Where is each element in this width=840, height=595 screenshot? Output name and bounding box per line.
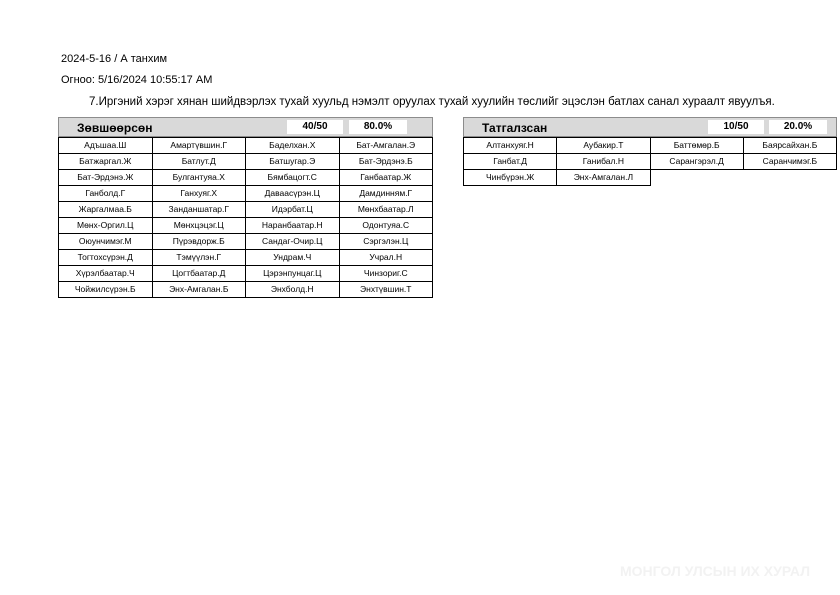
member-name-cell: Мөнх-Оргил.Ц [59, 218, 153, 234]
member-name-cell: Пүрэвдорж.Б [153, 234, 247, 250]
member-name-cell: Алтанхуяг.Н [464, 138, 557, 154]
member-name-cell: Энх-Амгалан.Б [153, 282, 247, 298]
member-name-cell: Мөнхбаатар.Л [340, 202, 434, 218]
member-name-cell: Тэмүүлэн.Г [153, 250, 247, 266]
member-name-cell: Мөнхцэцэг.Ц [153, 218, 247, 234]
member-name-cell: Ганбаатар.Ж [340, 170, 434, 186]
approve-percent: 80.0% [349, 120, 407, 134]
member-name-cell: Бат-Амгалан.Э [340, 138, 434, 154]
vote-timestamp: Огноо: 5/16/2024 10:55:17 AM [61, 74, 213, 86]
reject-label: Татгалзсан [482, 121, 548, 135]
member-name-cell: Энхтүвшин.Т [340, 282, 434, 298]
approve-panel [58, 117, 433, 298]
member-name-cell: Чинзориг.С [340, 266, 434, 282]
member-name-cell: Энх-Амгалан.Л [557, 170, 650, 186]
approve-header [58, 117, 433, 137]
member-name-cell: Баттөмөр.Б [651, 138, 744, 154]
member-name-cell: Идэрбат.Ц [246, 202, 340, 218]
member-name-cell: Адъшаа.Ш [59, 138, 153, 154]
member-name-cell: Булгантуяа.Х [153, 170, 247, 186]
member-name-cell: Бямбацогт.С [246, 170, 340, 186]
member-name-cell: Оюунчимэг.М [59, 234, 153, 250]
member-name-cell: Чинбүрэн.Ж [464, 170, 557, 186]
member-name-cell: Хүрэлбаатар.Ч [59, 266, 153, 282]
reject-header [463, 117, 837, 137]
member-name-cell: Баярсайхан.Б [744, 138, 837, 154]
member-name-cell: Сэргэлэн.Ц [340, 234, 434, 250]
reject-percent: 20.0% [769, 120, 827, 134]
member-name-cell: Дамдинням.Г [340, 186, 434, 202]
agenda-title: 7.Иргэний хэрэг хянан шийдвэрлэх тухай хуульд нэмэлт оруулах тухай хуулийн төслийг эцэслэн батлах санал хураалт явуулъя. [89, 96, 775, 108]
reject-panel [463, 117, 837, 186]
approve-label: Зөвшөөрсөн [77, 121, 153, 135]
member-name-cell: Тогтохсүрэн.Д [59, 250, 153, 266]
member-name-cell: Цогтбаатар.Д [153, 266, 247, 282]
member-name-cell: Бат-Эрдэнэ.Б [340, 154, 434, 170]
approve-names-grid [58, 137, 433, 298]
member-name-cell: Ундрам.Ч [246, 250, 340, 266]
member-name-cell: Энхболд.Н [246, 282, 340, 298]
member-name-cell: Даваасүрэн.Ц [246, 186, 340, 202]
member-name-cell: Наранбаатар.Н [246, 218, 340, 234]
member-name-cell: Ганболд.Г [59, 186, 153, 202]
member-name-cell: Батжаргал.Ж [59, 154, 153, 170]
member-name-cell: Саранчимэг.Б [744, 154, 837, 170]
member-name-cell: Цэрэнпунцаг.Ц [246, 266, 340, 282]
member-name-cell: Амартүвшин.Г [153, 138, 247, 154]
member-name-cell: Сарангэрэл.Д [651, 154, 744, 170]
member-name-cell: Ганбат.Д [464, 154, 557, 170]
session-date-room: 2024-5-16 / А танхим [61, 53, 168, 65]
member-name-cell: Учрал.Н [340, 250, 434, 266]
watermark: МОНГОЛ УЛСЫН ИХ ХУРАЛ [620, 563, 811, 579]
member-name-cell: Ганибал.Н [557, 154, 650, 170]
member-name-cell: Батлут.Д [153, 154, 247, 170]
member-name-cell: Сандаг-Очир.Ц [246, 234, 340, 250]
member-name-cell: Баделхан.Х [246, 138, 340, 154]
member-name-cell: Жаргалмаа.Б [59, 202, 153, 218]
member-name-cell: Чойжилсүрэн.Б [59, 282, 153, 298]
member-name-cell: Одонтуяа.С [340, 218, 434, 234]
approve-count: 40/50 [287, 120, 343, 134]
member-name-cell: Аубакир.Т [557, 138, 650, 154]
member-name-cell: Батшугар.Э [246, 154, 340, 170]
member-name-cell: Бат-Эрдэнэ.Ж [59, 170, 153, 186]
member-name-cell: Занданшатар.Г [153, 202, 247, 218]
member-name-cell: Ганхуяг.Х [153, 186, 247, 202]
reject-count: 10/50 [708, 120, 764, 134]
reject-names-grid [463, 137, 837, 186]
